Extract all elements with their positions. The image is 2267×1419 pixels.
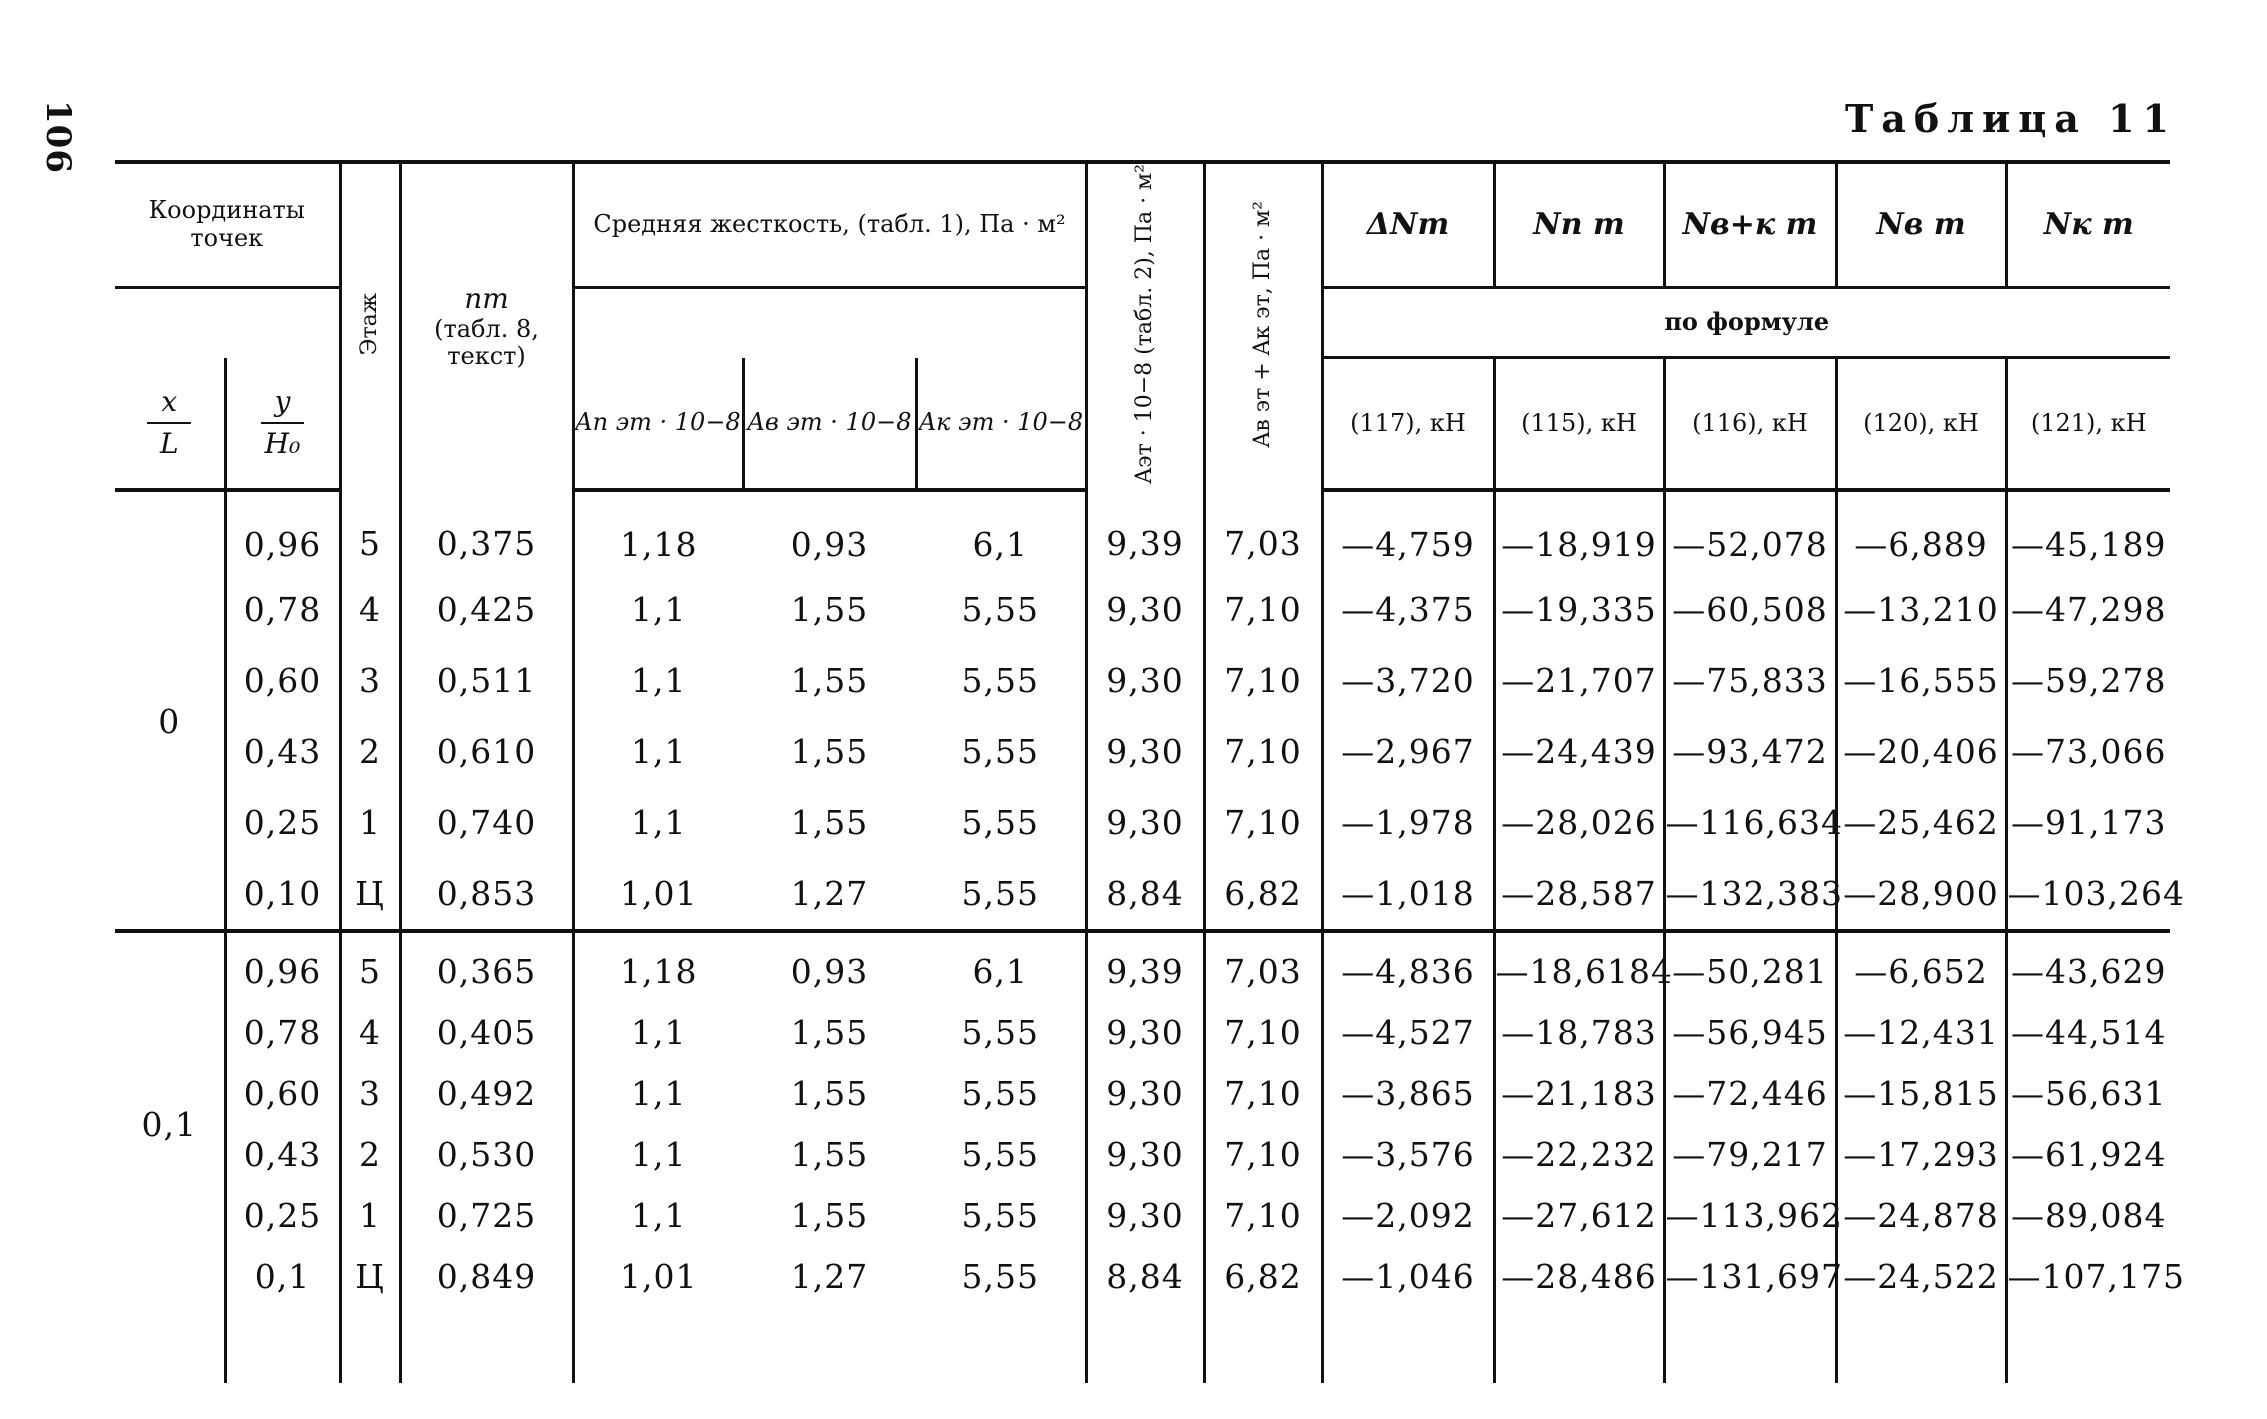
a-k-header: Aк эт · 10−8 xyxy=(916,358,1086,491)
table-group-x-0-1 xyxy=(115,931,2185,1383)
delta-nm-cell: —1,046 xyxy=(1322,1246,1494,1307)
y-cell: 0,10 xyxy=(225,858,340,931)
formula-120-header: (120), кН xyxy=(1836,358,2006,491)
av-cell: 1,55 xyxy=(790,1135,869,1175)
n-vk-cell: —60,508 xyxy=(1664,574,1836,645)
ak-cell: 6,1 xyxy=(972,524,1028,564)
ak-cell: 5,55 xyxy=(961,661,1039,701)
aet-cell: 9,30 xyxy=(1086,1002,1204,1063)
y-cell: 0,25 xyxy=(225,787,340,858)
delta-nm-cell: —3,576 xyxy=(1322,1124,1494,1185)
a-p-header: Aп эт · 10−8 xyxy=(573,358,743,491)
asum-cell: 7,10 xyxy=(1204,787,1322,858)
tail-cell xyxy=(573,1307,743,1383)
y-cell: 0,96 xyxy=(225,490,340,574)
n-p-cell: —18,919 xyxy=(1494,490,1664,574)
av-cell: 1,55 xyxy=(790,590,869,630)
aet-cell: 9,30 xyxy=(1086,574,1204,645)
asum-cell: 7,03 xyxy=(1204,490,1322,574)
formula-121-header: (121), кН xyxy=(2006,358,2170,491)
n-k-cell: —73,066 xyxy=(2006,716,2170,787)
ak-cell: 5,55 xyxy=(961,1257,1039,1297)
n-vk-cell: —79,217 xyxy=(1664,1124,1836,1185)
aet-cell: 9,30 xyxy=(1086,1063,1204,1124)
table-row xyxy=(115,1124,2170,1185)
x-value-cell: 0,1 xyxy=(115,931,225,1307)
tail-cell xyxy=(1836,1307,2006,1383)
nm-header: nm (табл. 8, текст) xyxy=(400,162,573,490)
aet-cell: 9,30 xyxy=(1086,787,1204,858)
tail-cell xyxy=(400,1307,573,1383)
n-vk-cell: —50,281 xyxy=(1664,931,1836,1002)
formula-116-header: (116), кН xyxy=(1664,358,1836,491)
aet-cell: 8,84 xyxy=(1086,858,1204,931)
formula-115-header: (115), кН xyxy=(1494,358,1664,491)
ap-cell: 1,18 xyxy=(573,931,743,1002)
asum-cell: 7,03 xyxy=(1204,931,1322,1002)
asum-cell: 7,10 xyxy=(1204,1063,1322,1124)
floor-cell: 2 xyxy=(340,716,400,787)
n-k-header: Nк m xyxy=(2006,162,2170,287)
delta-nm-cell: —2,092 xyxy=(1322,1185,1494,1246)
table-row xyxy=(115,574,2170,645)
tail-cell xyxy=(1086,1307,1204,1383)
y-cell: 0,60 xyxy=(225,645,340,716)
floor-cell: 4 xyxy=(340,1002,400,1063)
y-cell: 0,78 xyxy=(225,574,340,645)
delta-nm-cell: —4,836 xyxy=(1322,931,1494,1002)
floor-header: Этаж xyxy=(340,162,400,490)
ak-cell: 5,55 xyxy=(961,874,1039,914)
coords-spacer xyxy=(115,287,340,357)
n-k-cell: —47,298 xyxy=(2006,574,2170,645)
n-vk-cell: —72,446 xyxy=(1664,1063,1836,1124)
floor-cell: 1 xyxy=(340,787,400,858)
floor-cell: Ц xyxy=(340,858,400,931)
asum-cell: 7,10 xyxy=(1204,1185,1322,1246)
table-row xyxy=(115,931,2170,1002)
ap-cell: 1,18 xyxy=(573,490,743,574)
ak-cell: 5,55 xyxy=(961,1196,1039,1236)
n-k-cell: —59,278 xyxy=(2006,645,2170,716)
n-p-cell: —28,026 xyxy=(1494,787,1664,858)
ap-cell: 1,1 xyxy=(573,645,743,716)
tail-cell xyxy=(115,1307,225,1383)
nm-cell: 0,375 xyxy=(400,490,573,574)
n-k-cell: —45,189 xyxy=(2006,490,2170,574)
delta-nm-cell: —4,527 xyxy=(1322,1002,1494,1063)
asum-cell: 7,10 xyxy=(1204,716,1322,787)
n-k-cell: —107,175 xyxy=(2006,1246,2170,1307)
floor-cell: 2 xyxy=(340,1124,400,1185)
tail-cell xyxy=(340,1307,400,1383)
n-p-cell: —24,439 xyxy=(1494,716,1664,787)
avg-stiffness-header: Средняя жесткость, (табл. 1), Па · м² xyxy=(573,162,1086,287)
av-cell: 1,55 xyxy=(790,1196,869,1236)
ak-cell: 5,55 xyxy=(961,590,1039,630)
delta-nm-cell: —3,720 xyxy=(1322,645,1494,716)
floor-cell: Ц xyxy=(340,1246,400,1307)
delta-nm-cell: —1,978 xyxy=(1322,787,1494,858)
y-cell: 0,96 xyxy=(225,931,340,1002)
n-p-cell: —21,183 xyxy=(1494,1063,1664,1124)
data-table xyxy=(115,160,2185,1383)
n-vk-cell: —131,697 xyxy=(1664,1246,1836,1307)
stiffness-spacer xyxy=(573,287,1086,357)
n-p-cell: —18,6184 xyxy=(1494,931,1664,1002)
delta-nm-cell: —3,865 xyxy=(1322,1063,1494,1124)
a-et-header: Aэт · 10−8 (табл. 2), Па · м² xyxy=(1086,162,1204,490)
nm-cell: 0,492 xyxy=(400,1063,573,1124)
floor-cell: 1 xyxy=(340,1185,400,1246)
n-v-cell: —25,462 xyxy=(1836,787,2006,858)
nm-cell: 0,849 xyxy=(400,1246,573,1307)
y-cell: 0,43 xyxy=(225,716,340,787)
tail-cell xyxy=(1664,1307,1836,1383)
asum-cell: 7,10 xyxy=(1204,1002,1322,1063)
av-cell: 1,27 xyxy=(790,874,869,914)
ap-cell: 1,01 xyxy=(573,858,743,931)
tail-cell xyxy=(2006,1307,2170,1383)
nm-cell: 0,853 xyxy=(400,858,573,931)
n-p-cell: —28,486 xyxy=(1494,1246,1664,1307)
table-row xyxy=(115,1185,2170,1246)
y-over-h-header: $\frac{y}{\text{H₀}}$ xyxy=(225,358,340,491)
n-vk-cell: —113,962 xyxy=(1664,1185,1836,1246)
aet-cell: 9,30 xyxy=(1086,1185,1204,1246)
ap-cell: 1,1 xyxy=(573,1063,743,1124)
y-cell: 0,43 xyxy=(225,1124,340,1185)
ap-cell: 1,1 xyxy=(573,787,743,858)
n-v-header: Nв m xyxy=(1836,162,2006,287)
floor-cell: 3 xyxy=(340,645,400,716)
n-p-cell: —19,335 xyxy=(1494,574,1664,645)
n-vk-cell: —56,945 xyxy=(1664,1002,1836,1063)
tail-cell xyxy=(225,1307,340,1383)
n-vk-cell: —75,833 xyxy=(1664,645,1836,716)
table-row xyxy=(115,1063,2170,1124)
n-v-cell: —24,878 xyxy=(1836,1185,2006,1246)
delta-nm-cell: —4,375 xyxy=(1322,574,1494,645)
n-k-cell: —89,084 xyxy=(2006,1185,2170,1246)
table-title: Таблица 11 xyxy=(1844,96,2177,141)
ak-cell: 5,55 xyxy=(961,1135,1039,1175)
ak-cell: 5,55 xyxy=(961,732,1039,772)
n-vk-cell: —116,634 xyxy=(1664,787,1836,858)
data-table-wrapper xyxy=(115,160,2185,1383)
formula-117-header: (117), кН xyxy=(1322,358,1494,491)
table-row xyxy=(115,787,2170,858)
n-v-cell: —13,210 xyxy=(1836,574,2006,645)
ak-cell: 5,55 xyxy=(961,1074,1039,1114)
table-group-x-0 xyxy=(115,490,2185,931)
n-v-cell: —16,555 xyxy=(1836,645,2006,716)
n-k-cell: —61,924 xyxy=(2006,1124,2170,1185)
n-vk-cell: —93,472 xyxy=(1664,716,1836,787)
asum-cell: 7,10 xyxy=(1204,645,1322,716)
aet-cell: 8,84 xyxy=(1086,1246,1204,1307)
nm-cell: 0,610 xyxy=(400,716,573,787)
nm-cell: 0,425 xyxy=(400,574,573,645)
floor-cell: 3 xyxy=(340,1063,400,1124)
y-cell: 0,1 xyxy=(225,1246,340,1307)
n-v-cell: —6,652 xyxy=(1836,931,2006,1002)
asum-cell: 7,10 xyxy=(1204,1124,1322,1185)
n-p-cell: —21,707 xyxy=(1494,645,1664,716)
ak-cell: 5,55 xyxy=(961,1013,1039,1053)
av-cell: 1,55 xyxy=(790,661,869,701)
ap-cell: 1,01 xyxy=(573,1246,743,1307)
n-k-cell: —44,514 xyxy=(2006,1002,2170,1063)
tail-cell xyxy=(1322,1307,1494,1383)
nm-cell: 0,405 xyxy=(400,1002,573,1063)
ak-cell: 6,1 xyxy=(916,931,1086,1002)
page-number: 106 xyxy=(38,100,78,174)
table-row xyxy=(115,716,2170,787)
n-v-cell: —17,293 xyxy=(1836,1124,2006,1185)
aet-cell: 9,30 xyxy=(1086,645,1204,716)
table-row xyxy=(115,645,2170,716)
by-formula-header: по формуле xyxy=(1322,287,2170,357)
y-cell: 0,60 xyxy=(225,1063,340,1124)
n-v-cell: —15,815 xyxy=(1836,1063,2006,1124)
floor-cell: 5 xyxy=(340,931,400,1002)
aet-cell: 9,30 xyxy=(1086,716,1204,787)
table-row xyxy=(115,1246,2170,1307)
ak-cell: 5,55 xyxy=(961,803,1039,843)
delta-nm-cell: —2,967 xyxy=(1322,716,1494,787)
n-p-cell: —18,783 xyxy=(1494,1002,1664,1063)
asum-cell: 6,82 xyxy=(1204,858,1322,931)
n-v-cell: —12,431 xyxy=(1836,1002,2006,1063)
n-p-cell: —27,612 xyxy=(1494,1185,1664,1246)
n-vk-header: Nв+к m xyxy=(1664,162,1836,287)
av-cell: 0,93 xyxy=(743,931,916,1002)
n-k-cell: —43,629 xyxy=(2006,931,2170,1002)
n-v-cell: —20,406 xyxy=(1836,716,2006,787)
n-vk-cell: —132,383 xyxy=(1664,858,1836,931)
nm-cell: 0,740 xyxy=(400,787,573,858)
tail-cell xyxy=(1204,1307,1322,1383)
av-cell: 0,93 xyxy=(790,524,869,564)
aet-cell: 9,39 xyxy=(1086,490,1204,574)
coords-header: Координаты точек xyxy=(115,162,340,287)
x-value-cell: 0 xyxy=(158,702,181,742)
n-k-cell: —103,264 xyxy=(2006,858,2170,931)
aet-cell: 9,39 xyxy=(1086,931,1204,1002)
nm-cell: 0,530 xyxy=(400,1124,573,1185)
floor-cell: 5 xyxy=(340,490,400,574)
ap-cell: 1,1 xyxy=(573,1002,743,1063)
asum-cell: 7,10 xyxy=(1204,574,1322,645)
delta-nm-cell: —1,018 xyxy=(1322,858,1494,931)
x-over-l-header: $\frac{x}{L}$ xyxy=(115,358,225,491)
av-cell: 1,55 xyxy=(790,732,869,772)
ap-cell: 1,1 xyxy=(573,574,743,645)
tail-cell xyxy=(743,1307,916,1383)
n-v-cell: —6,889 xyxy=(1836,490,2006,574)
table-row xyxy=(115,490,2170,574)
y-cell: 0,78 xyxy=(225,1002,340,1063)
table-row xyxy=(115,858,2170,931)
av-cell: 1,55 xyxy=(790,1074,869,1114)
table-tail-row xyxy=(115,1307,2170,1383)
ap-cell: 1,1 xyxy=(573,716,743,787)
table-row xyxy=(115,1002,2170,1063)
n-p-header: Nп m xyxy=(1494,162,1664,287)
tail-cell xyxy=(1494,1307,1664,1383)
ap-cell: 1,1 xyxy=(573,1124,743,1185)
delta-nm-header: ΔNm xyxy=(1322,162,1494,287)
av-cell: 1,55 xyxy=(790,803,869,843)
n-k-cell: —91,173 xyxy=(2006,787,2170,858)
aet-cell: 9,30 xyxy=(1086,1124,1204,1185)
asum-cell: 6,82 xyxy=(1204,1246,1322,1307)
nm-cell: 0,365 xyxy=(400,931,573,1002)
av-cell: 1,27 xyxy=(790,1257,869,1297)
floor-cell: 4 xyxy=(340,574,400,645)
tail-cell xyxy=(916,1307,1086,1383)
delta-nm-cell: —4,759 xyxy=(1322,490,1494,574)
n-p-cell: —28,587 xyxy=(1494,858,1664,931)
n-v-cell: —28,900 xyxy=(1836,858,2006,931)
a-sum-header: Aв эт + Aк эт, Па · м² xyxy=(1204,162,1322,490)
n-v-cell: —24,522 xyxy=(1836,1246,2006,1307)
a-v-header: Aв эт · 10−8 xyxy=(743,358,916,491)
n-vk-cell: —52,078 xyxy=(1664,490,1836,574)
ap-cell: 1,1 xyxy=(573,1185,743,1246)
av-cell: 1,55 xyxy=(790,1013,869,1053)
n-p-cell: —22,232 xyxy=(1494,1124,1664,1185)
y-cell: 0,25 xyxy=(225,1185,340,1246)
nm-cell: 0,725 xyxy=(400,1185,573,1246)
table-header xyxy=(115,162,2170,490)
nm-cell: 0,511 xyxy=(400,645,573,716)
n-k-cell: —56,631 xyxy=(2006,1063,2170,1124)
